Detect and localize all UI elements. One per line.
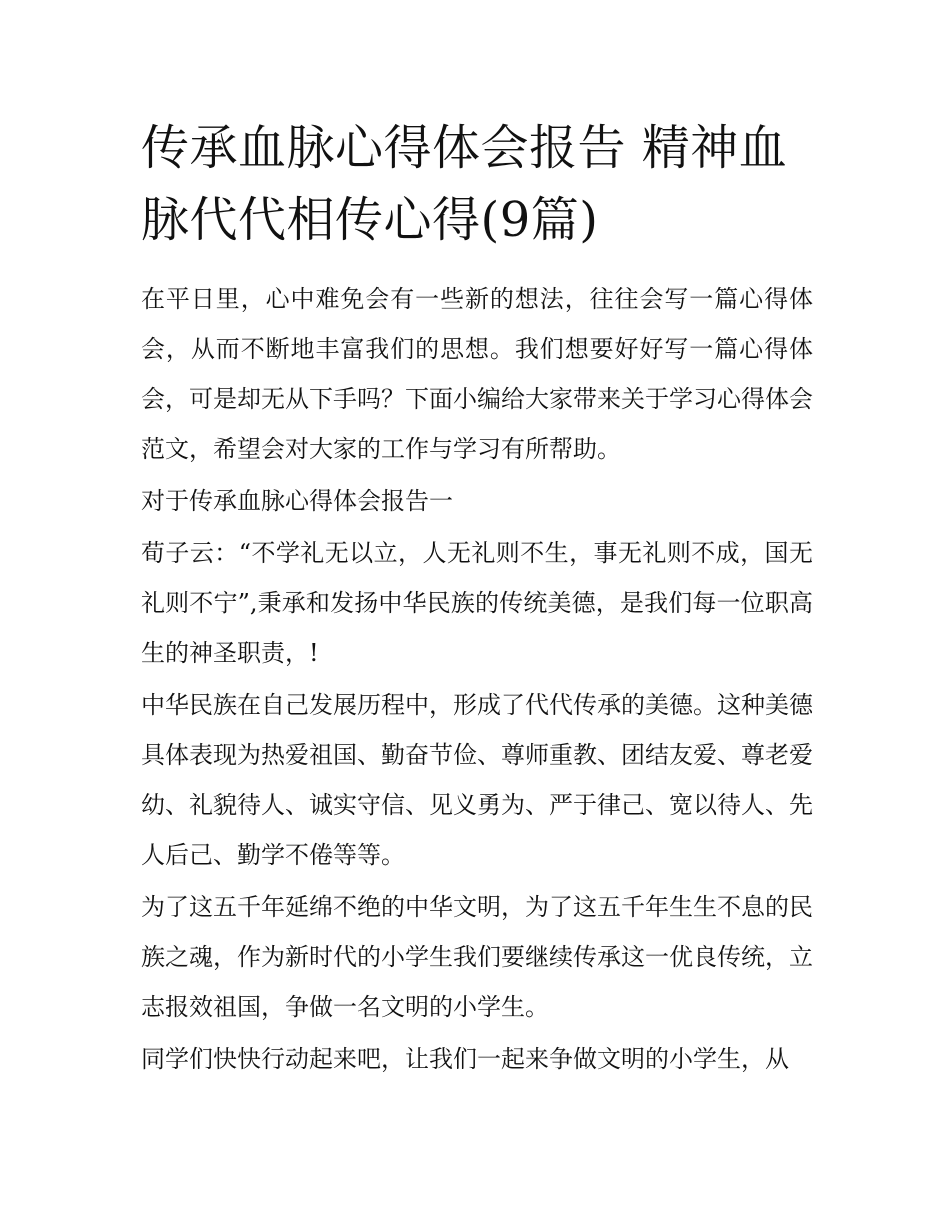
document-content — [141, 112, 813, 1084]
call-to-action-paragraph: 同学们快快行动起来吧，让我们一起来争做文明的小学生，从 — [141, 1045, 789, 1073]
document-title: 传承血脉心得体会报告 精神血脉代代相传心得(9篇) — [141, 120, 788, 248]
virtues-paragraph: 中华民族在自己发展历程中，形成了代代传承的美德。这种美德具体表现为热爱祖国、勤奋节俭、尊师重教、团结友爱、尊老爱幼、礼貌待人、诚实守信、见义勇为、严于律己、宽以待人、先人后己、勤学不倦等等。 — [141, 691, 813, 869]
quote-paragraph: 荀子云：“不学礼无以立，人无礼则不生，事无礼则不成，国无礼则不宁”,秉承和发扬中华民族的传统美德，是我们每一位职高生的神圣职责，! — [141, 539, 813, 667]
intro-paragraph: 在平日里，心中难免会有一些新的想法，往往会写一篇心得体会，从而不断地丰富我们的思想。我们想要好好写一篇心得体会，可是却无从下手吗？下面小编给大家带来关于学习心得体会范文，希望会对大家的工作与学习有所帮助。 — [141, 285, 813, 463]
section-heading: 对于传承血脉心得体会报告一 — [141, 487, 453, 515]
civilization-paragraph: 为了这五千年延绵不绝的中华文明，为了这五千年生生不息的民族之魂，作为新时代的小学生我们要继续传承这一优良传统，立志报效祖国，争做一名文明的小学生。 — [141, 893, 813, 1021]
